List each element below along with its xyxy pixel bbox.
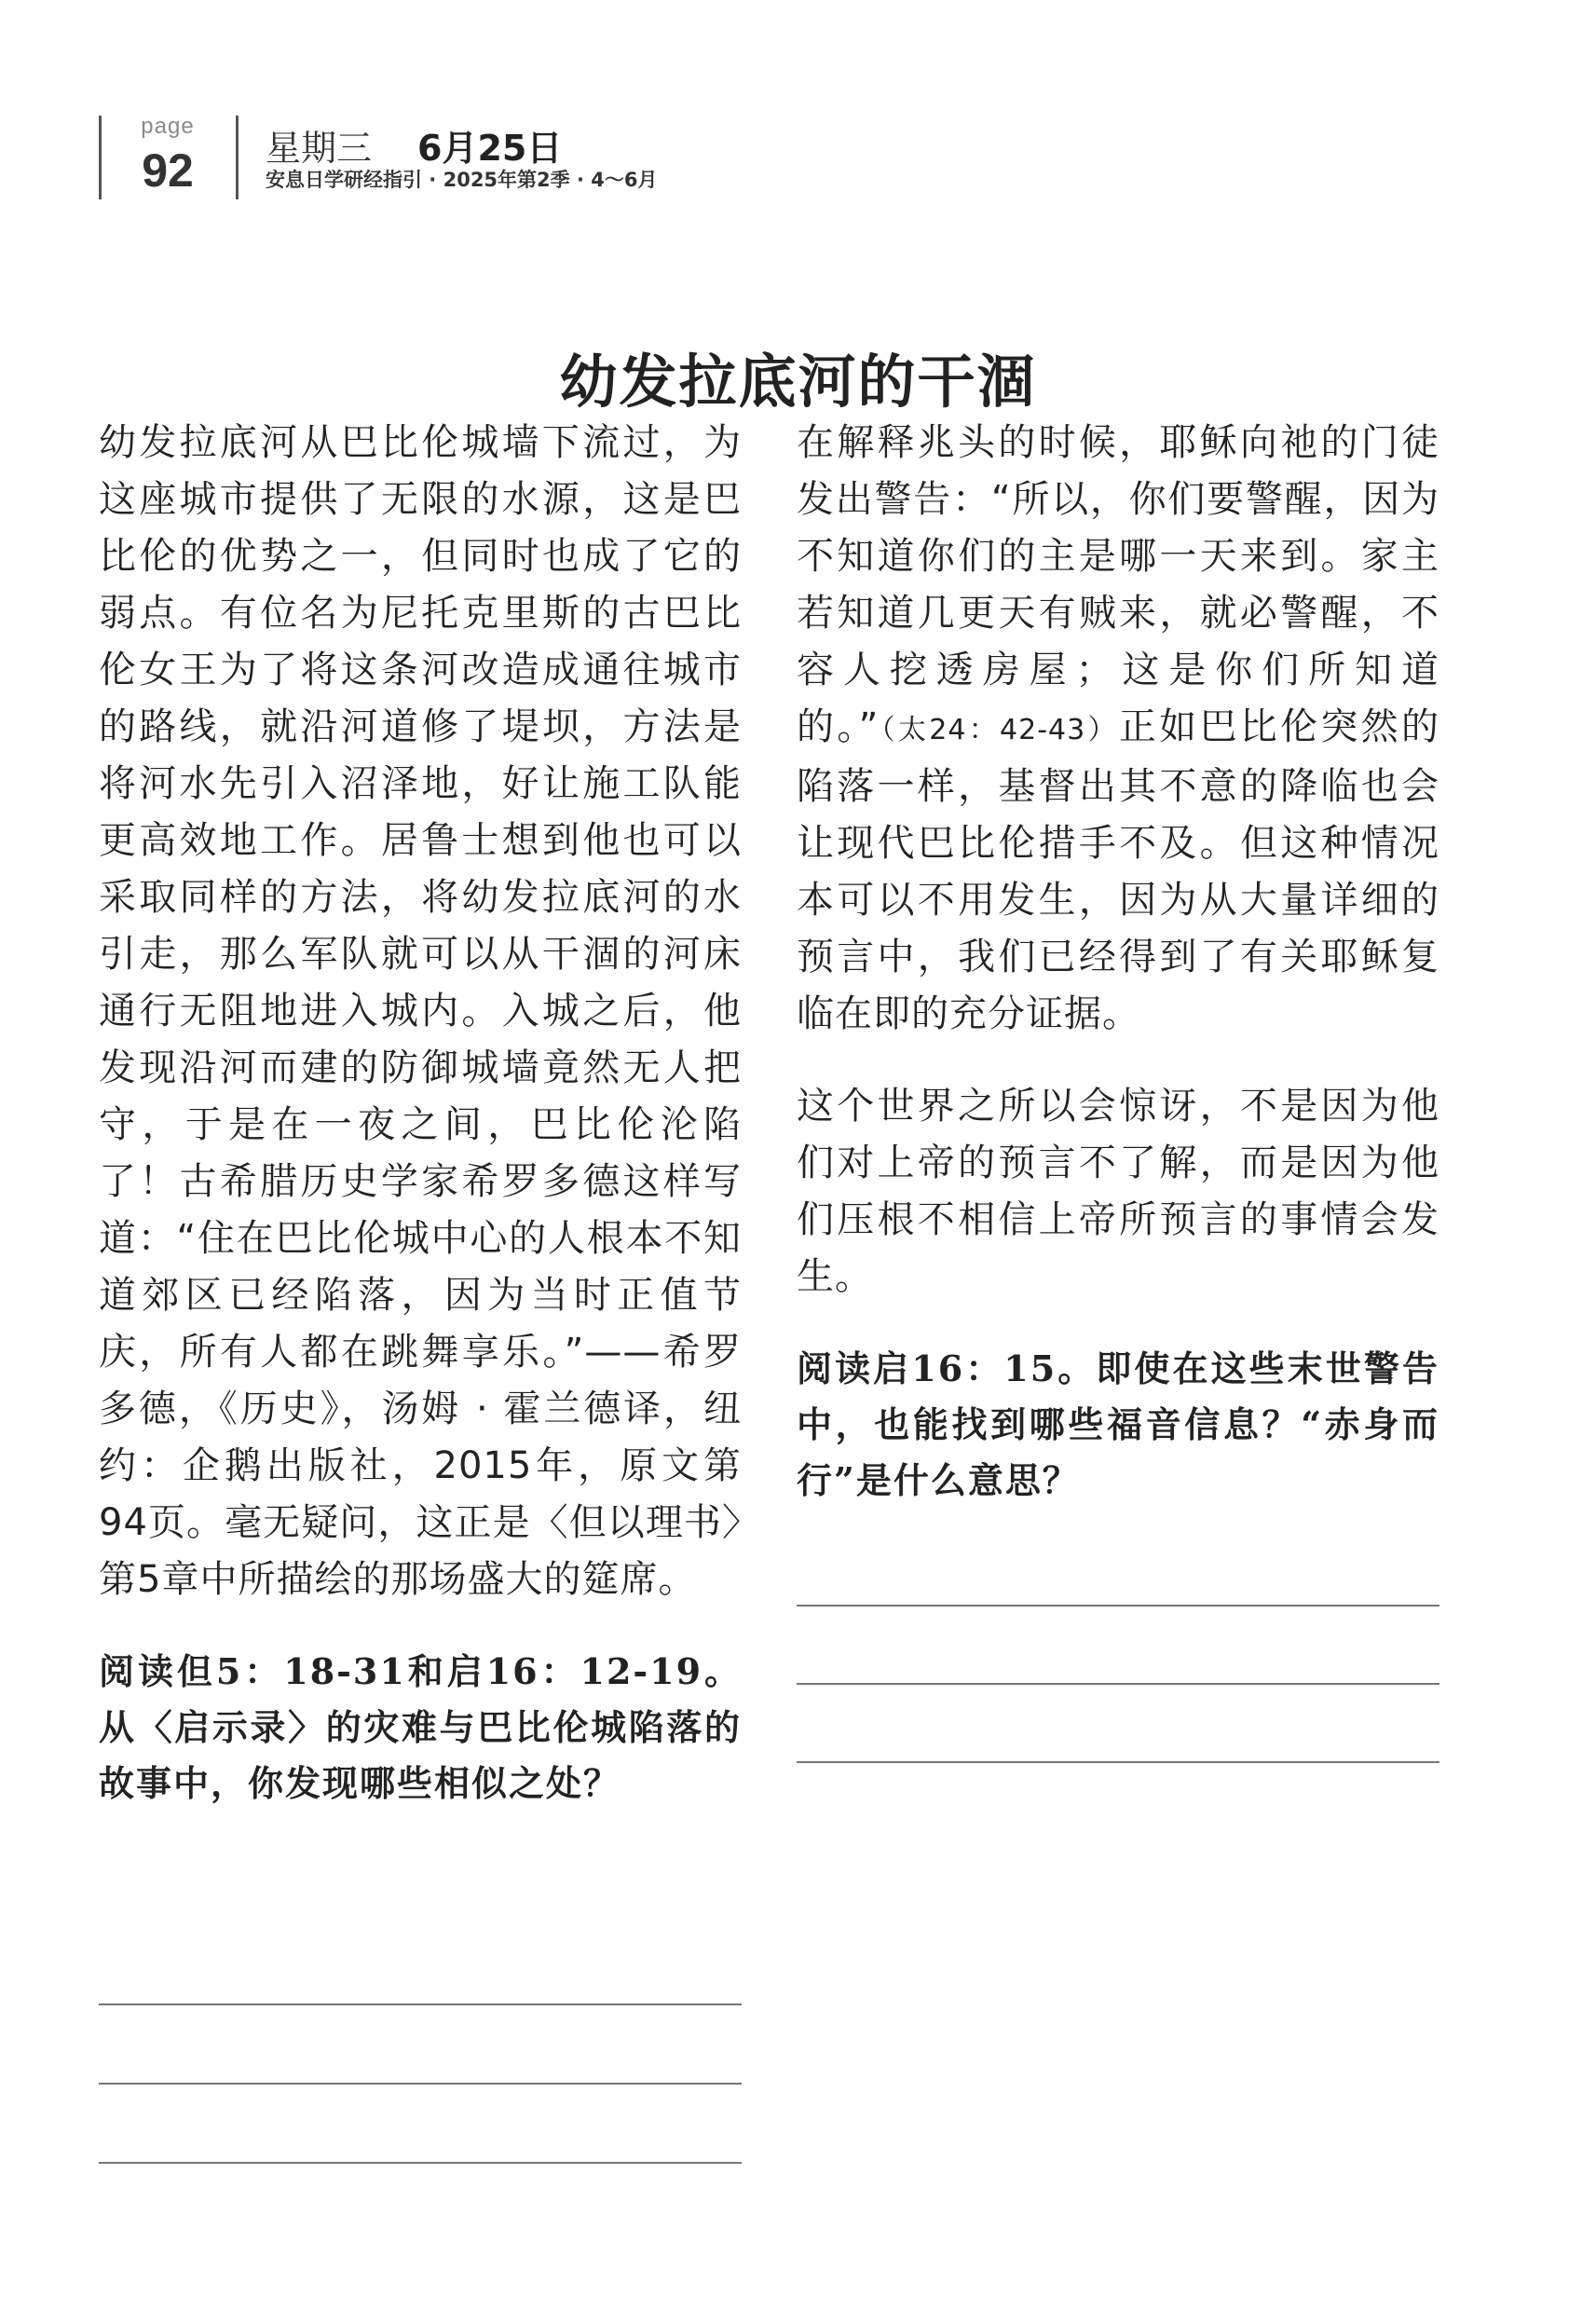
answer-line[interactable] bbox=[797, 1761, 1439, 1763]
page-header bbox=[0, 0, 1596, 214]
scripture-citation: （太24：42-43） bbox=[879, 714, 1119, 746]
right-column bbox=[797, 415, 1439, 1509]
study-question: 阅读但5：18-31和启16：12-19。从〈启示录〉的灾难与巴比伦城陷落的故事中，你发现哪些相似之处？ bbox=[99, 1650, 742, 1804]
body-paragraph: 这个世界之所以会惊讶，不是因为他们对上帝的预言不了解，而是因为他们压根不相信上帝所预言的事情会发生。 bbox=[797, 1085, 1439, 1298]
study-question: 阅读启16：15。即使在这些末世警告中，也能找到哪些福音信息？“赤身而行”是什么意思？ bbox=[797, 1347, 1439, 1501]
publication-subtitle: 安息日学研经指引 · 2025年第2季 · 4～6月 bbox=[266, 169, 658, 191]
answer-line[interactable] bbox=[99, 2083, 742, 2085]
body-paragraph bbox=[797, 415, 1439, 1043]
left-column bbox=[99, 415, 742, 1812]
page-label: page bbox=[141, 114, 195, 139]
header-divider-right bbox=[236, 116, 239, 199]
answer-line[interactable] bbox=[99, 2003, 742, 2005]
weekday: 星期三 bbox=[266, 128, 373, 169]
answer-line[interactable] bbox=[797, 1605, 1439, 1607]
body-paragraph: 幼发拉底河从巴比伦城墙下流过，为这座城市提供了无限的水源，这是巴比伦的优势之一，但同时也成了它的弱点。有位名为尼托克里斯的古巴比伦女王为了将这条河改造成通往城市的路线，就沿河道修了堤坝，方法是将河水先引入沼泽地，好让施工队能更高效地工作。居鲁士想到他也可以采取同样的方法，将幼发拉底河的水引走，那么军队就可以从干涸的河床通行无阻地进入城内。入城之后，他发现沿河而建的防御城墙竟然无人把守，于是在一夜之间，巴比伦沦陷了！古希腊历史学家希罗多德这样写道：“住在巴比伦城中心的人根本不知道郊区已经陷落，因为当时正值节庆，所有人都在跳舞享乐。”——希罗多德，《历史》，汤姆 · 霍兰德译，纽约：企鹅出版社，2015年，原文第94页。毫无疑问，这正是〈但以理书〉第5章中所描绘的那场盛大的筵席。 bbox=[99, 421, 742, 1601]
paragraph-text: 在解释兆头的时候，耶稣向祂的门徒发出警告：“所以，你们要警醒，因为不知道你们的主是哪一天来到。家主若知道几更天有贼来，就必警醒，不容人挖透房屋；这是你们所知道的。” bbox=[797, 421, 1439, 748]
answer-line[interactable] bbox=[99, 2162, 742, 2164]
page-number: 92 bbox=[142, 144, 194, 197]
date: 6月25日 bbox=[417, 128, 563, 169]
header-divider-left bbox=[99, 116, 102, 199]
paragraph-text: 正如巴比伦突然的陷落一样，基督出其不意的降临也会让现代巴比伦措手不及。但这种情况本可以不用发生，因为从大量详细的预言中，我们已经得到了有关耶稣复临在即的充分证据。 bbox=[797, 705, 1439, 1035]
lesson-title: 幼发拉底河的干涸 bbox=[559, 347, 1037, 416]
answer-line[interactable] bbox=[797, 1683, 1439, 1685]
